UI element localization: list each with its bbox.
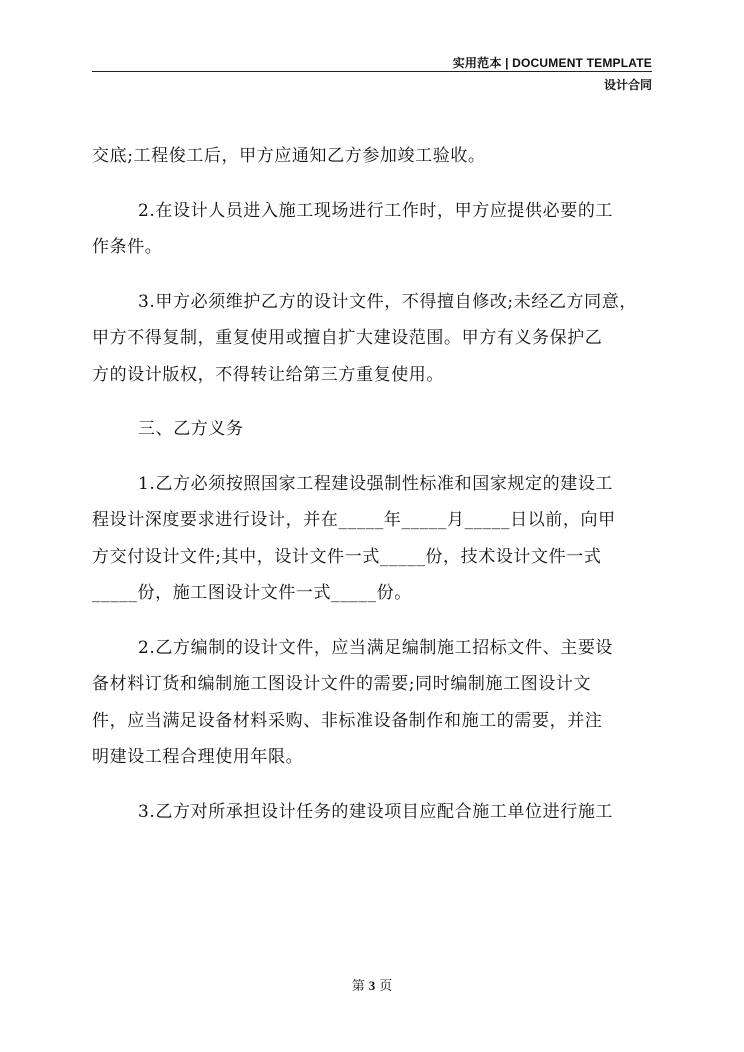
page-number-value: 3 bbox=[368, 978, 376, 993]
text-line: 3.甲方必须维护乙方的设计文件，不得擅自修改;未经乙方同意， bbox=[138, 291, 637, 312]
header-subtitle: 设计合同 bbox=[603, 78, 652, 92]
text-line: 作条件。 bbox=[92, 237, 163, 257]
text-line: 2.在设计人员进入施工现场进行工作时，甲方应提供必要的工 bbox=[138, 200, 614, 221]
page-number bbox=[0, 975, 744, 994]
text-line: 程设计深度要求进行设计，并在_____年_____月_____日以前，向甲 bbox=[92, 510, 616, 530]
text-line: 1.乙方必须按照国家工程建设强制性标准和国家规定的建设工 bbox=[138, 473, 614, 494]
text-line: 2.乙方编制的设计文件，应当满足编制施工招标文件、主要设 bbox=[138, 637, 614, 658]
text-line: 件，应当满足设备材料采购、非标准设备制作和施工的需要，并注 bbox=[92, 710, 603, 731]
text-line: _____份，施工图设计文件一式_____份。 bbox=[92, 583, 412, 603]
text-line: 3.乙方对所承担设计任务的建设项目应配合施工单位进行施工 bbox=[138, 801, 614, 822]
text-line: 明建设工程合理使用年限。 bbox=[92, 747, 304, 767]
document-body bbox=[92, 138, 652, 830]
section-heading: 三、乙方义务 bbox=[138, 419, 244, 439]
text-line: 交底;工程俊工后，甲方应通知乙方参加竣工验收。 bbox=[92, 146, 486, 166]
page-suffix: 页 bbox=[379, 979, 393, 994]
text-line: 方交付设计文件;其中，设计文件一式_____份，技术设计文件一式 bbox=[92, 546, 602, 567]
page-prefix: 第 bbox=[351, 979, 365, 994]
text-line: 备材料订货和编制施工图设计文件的需要;同时编制施工图设计文 bbox=[92, 674, 592, 694]
text-line: 甲方不得复制，重复使用或擅自扩大建设范围。甲方有义务保护乙 bbox=[92, 328, 603, 348]
header-divider bbox=[92, 71, 652, 72]
header-title: 实用范本 | DOCUMENT TEMPLATE bbox=[452, 56, 652, 70]
text-line: 方的设计版权，不得转让给第三方重复使用。 bbox=[92, 364, 444, 385]
